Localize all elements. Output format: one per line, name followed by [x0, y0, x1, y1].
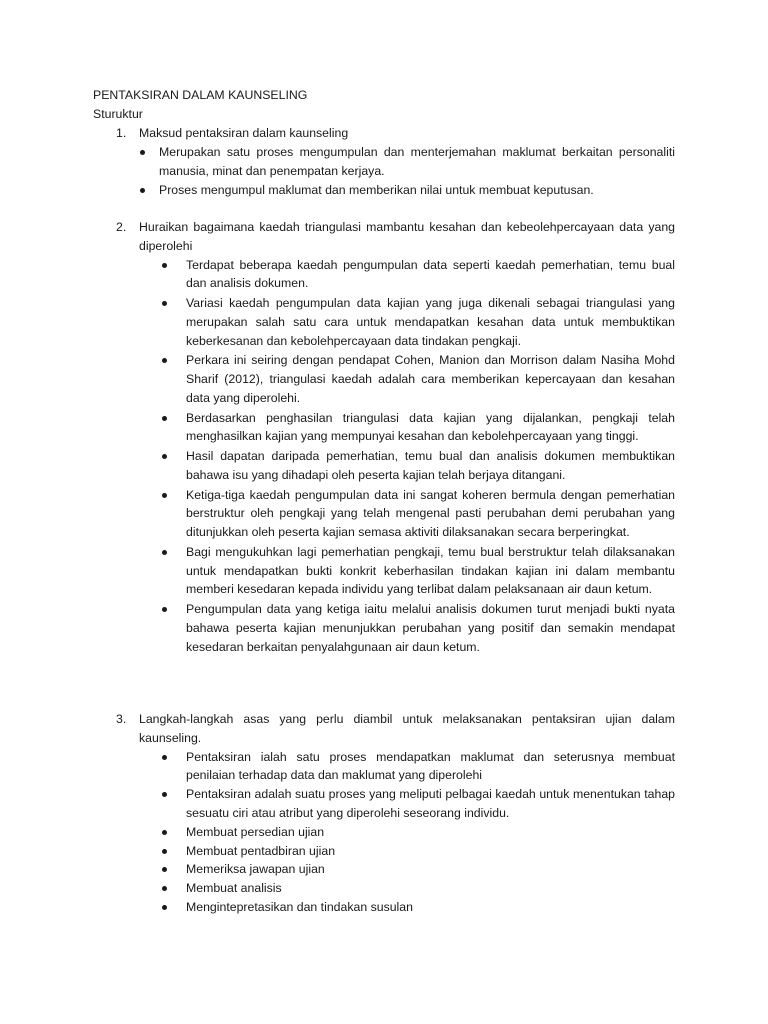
section-3	[116, 710, 675, 917]
list-item: Pentaksiran ialah satu proses mendapatkan maklumat dan seterusnya membuat penilaian terhadap data dan maklumat yang diperolehi	[186, 748, 675, 786]
document-title: PENTAKSIRAN DALAM KAUNSELING	[93, 88, 308, 102]
list-item: Pengumpulan data yang ketiga iaitu melalui analisis dokumen turut menjadi bukti nyata bahawa peserta kajian menunjukkan perubahan yang positif dan semakin mendapat kesedaran berkaitan penyalahgunaan air daun ketum.	[186, 600, 675, 656]
list-item: Bagi mengukuhkan lagi pemerhatian pengkaji, temu bual berstruktur telah dilaksanakan untuk mendapatkan bukti konkrit keberhasilan tindakan kajian ini dalam membantu memberi kesedaran kepada individu yang terlibat dalam pelaksanaan air daun ketum.	[186, 543, 675, 599]
list-item: Berdasarkan penghasilan triangulasi data kajian yang dijalankan, pengkaji telah menghasilkan kajian yang mempunyai kesahan dan kebolehpercayaan yang tinggi.	[186, 409, 675, 447]
list-item: Membuat pentadbiran ujian	[186, 842, 675, 861]
section-2	[116, 218, 675, 657]
list-item: Hasil dapatan daripada pemerhatian, temu bual dan analisis dokumen membuktikan bahawa isu yang dihadapi oleh peserta kajian telah berjaya ditangani.	[186, 447, 675, 485]
list-item: Proses mengumpul maklumat dan memberikan nilai untuk membuat keputusan.	[139, 181, 675, 200]
bullet-list	[186, 256, 675, 657]
list-item: Terdapat beberapa kaedah pengumpulan data seperti kaedah pemerhatian, temu bual dan analisis dokumen.	[186, 256, 675, 294]
list-item: Memeriksa jawapan ujian	[186, 860, 675, 879]
section-heading: Huraikan bagaimana kaedah triangulasi mambantu kesahan dan kebeolehpercayaan data yang diperolehi	[139, 220, 675, 253]
list-item: Ketiga-tiga kaedah pengumpulan data ini sangat koheren bermula dengan pemerhatian berstruktur oleh pengkaji yang telah mengenal pasti perubahan demi perubahan yang ditunjukkan oleh peserta kajian semasa aktiviti dilaksanakan secara berperingkat.	[186, 486, 675, 542]
bullet-list	[186, 748, 675, 917]
list-item: Perkara ini seiring dengan pendapat Cohen, Manion dan Morrison dalam Nasiha Mohd Sharif (2012), triangulasi kaedah adalah cara memberikan kepercayaan dan kesahan data yang diperolehi.	[186, 351, 675, 407]
list-item: Membuat analisis	[186, 879, 675, 898]
section-heading: Langkah-langkah asas yang perlu diambil untuk melaksanakan pentaksiran ujian dalam kaunseling.	[139, 712, 675, 745]
section-1	[116, 124, 675, 201]
list-item: Variasi kaedah pengumpulan data kajian yang juga dikenali sebagai triangulasi yang merupakan salah satu cara untuk mendapatkan kesahan data untuk membuktikan keberkesanan dan kebolehpercayaan data tindakan pengkaji.	[186, 294, 675, 350]
list-item: Mengintepretasikan dan tindakan susulan	[186, 898, 675, 917]
list-item: Pentaksiran adalah suatu proses yang meliputi pelbagai kaedah untuk menentukan tahap sesuatu ciri atau atribut yang diperolehi seseorang individu.	[186, 785, 675, 823]
bullet-list	[139, 143, 675, 200]
list-item: Membuat persedian ujian	[186, 823, 675, 842]
section-number: 3.	[116, 712, 127, 726]
section-number: 2.	[116, 220, 127, 234]
list-item: Merupakan satu proses mengumpulan dan menterjemahan maklumat berkaitan personaliti manusia, minat dan penempatan kerjaya.	[139, 143, 675, 181]
section-heading: Maksud pentaksiran dalam kaunseling	[139, 126, 349, 140]
section-number: 1.	[116, 126, 127, 140]
document-subtitle: Sturuktur	[93, 107, 143, 121]
